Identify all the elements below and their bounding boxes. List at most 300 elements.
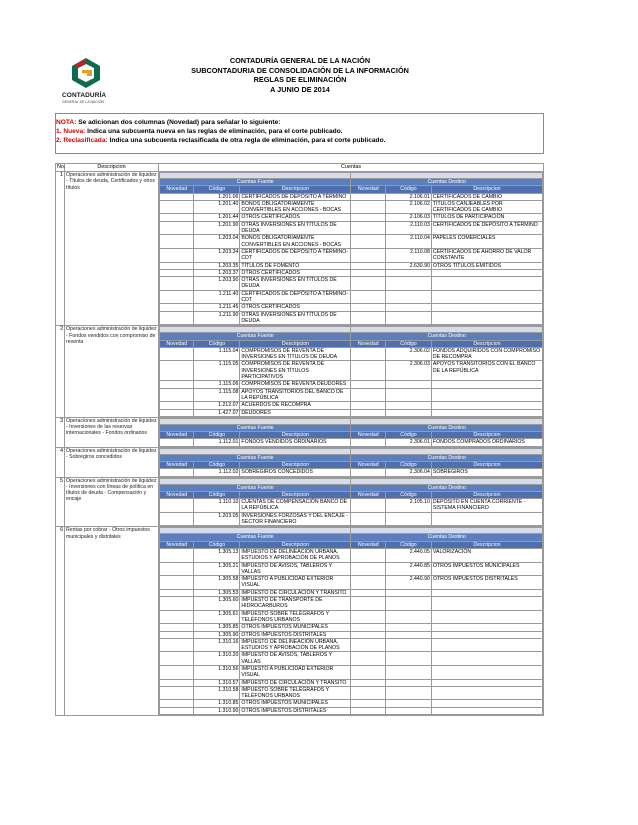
- fuente-code-cell: 1.201.44: [194, 214, 240, 221]
- novedad-destino-cell: [351, 361, 385, 381]
- destino-desc-cell: CERTIFICADOS DE AHORRO DE VALOR CONSTANTE: [431, 248, 542, 262]
- col-descripcion-fuente: Descripcion: [240, 461, 351, 468]
- fuente-desc-cell: IMPUESTO DE DELINEACIÓN URBANA, ESTUDIOS Y APROBACIÓN DE PLANOS: [240, 548, 351, 562]
- fuente-desc-cell: CERTIFICADOS DE DEPÓSITO A TÉRMINO-CDT: [240, 248, 351, 262]
- col-codigo-destino: Código: [385, 186, 431, 193]
- fuente-code-cell: 1.427.07: [194, 409, 240, 416]
- fuente-desc-cell: OTROS IMPUESTOS MUNICIPALES: [240, 624, 351, 631]
- fuente-desc-cell: BONOS OBLIGATORIAMENTE CONVERTIBLES EN ACCIONES - BOCAS: [240, 235, 351, 249]
- destino-code-cell: 2.306.02: [385, 347, 431, 361]
- destino-desc-cell: OTROS TÍTULOS EMITIDOS: [431, 262, 542, 269]
- novedad-fuente-cell: [160, 262, 194, 269]
- novedad-destino-cell: [351, 624, 385, 631]
- destino-desc-cell: FONDOS ADQUIRIDOS CON COMPROMISO DE RECOMPRA: [431, 347, 542, 361]
- col-novedad-fuente: Novedad: [160, 461, 194, 468]
- account-row: [160, 589, 543, 596]
- col-descripcion-fuente: Descripcion: [240, 340, 351, 347]
- note-text: Se adicionan dos columnas (Novedad) para señalar lo siguiente:: [76, 119, 281, 126]
- fuente-desc-cell: CERTIFICADOS DE DEPÓSITO A TÉRMINO: [240, 193, 351, 200]
- novedad-fuente-cell: [160, 235, 194, 249]
- destino-code-cell: [385, 686, 431, 700]
- fuente-desc-cell: IMPUESTO SOBRE TELÉGRAFOS Y TELÉFONOS URBANOS: [240, 686, 351, 700]
- col-descripcion-fuente: Descripcion: [240, 186, 351, 193]
- accounts-column-header-row: [160, 491, 543, 498]
- fuente-desc-cell: FONDOS VENDIDOS ORDINARIOS: [240, 439, 351, 446]
- cgn-logo-icon: [66, 56, 106, 90]
- header-cuentas: Cuentas: [159, 164, 544, 172]
- fuente-code-cell: 1.203.35: [194, 262, 240, 269]
- fuente-desc-cell: CERTIFICADOS DE DEPÓSITO A TÉRMINO-CDT: [240, 290, 351, 304]
- destino-code-cell: 2.440.90: [385, 576, 431, 590]
- accounts-table: [159, 418, 543, 447]
- destino-code-cell: 2.110.04: [385, 235, 431, 249]
- account-row: [160, 679, 543, 686]
- col-codigo-destino: Código: [385, 461, 431, 468]
- rule-accounts: [159, 447, 544, 477]
- fuente-desc-cell: IMPUESTO SOBRE TELÉGRAFOS Y TELÉFONOS URBANOS: [240, 610, 351, 624]
- fuente-desc-cell: ACUERDOS DE RECOMPRA: [240, 402, 351, 409]
- account-row: [160, 624, 543, 631]
- rule-description: Operaciones administración de liquidez - Títulos de deuda, Certificados y otros títulos: [65, 172, 159, 326]
- account-row: [160, 193, 543, 200]
- fuente-code-cell: 1.310.16: [194, 638, 240, 652]
- destino-desc-cell: FONDOS COMPRADOS ORDINARIOS: [431, 439, 542, 446]
- novedad-fuente-cell: [160, 469, 194, 476]
- fuente-desc-cell: OTRAS INVERSIONES EN TÍTULOS DE DEUDA: [240, 311, 351, 325]
- account-row: [160, 469, 543, 476]
- accounts-table: [159, 527, 543, 715]
- rule-accounts: [159, 417, 544, 447]
- header-line-2: SUBCONTADURIA DE CONSOLIDACIÓN DE LA INFORMACIÓN: [191, 65, 409, 75]
- novedad-fuente-cell: [160, 679, 194, 686]
- fuente-code-cell: 1.305.53: [194, 589, 240, 596]
- account-row: [160, 409, 543, 416]
- fuente-desc-cell: OTROS CERTIFICADOS: [240, 214, 351, 221]
- note-intro: [56, 118, 543, 127]
- logo-subtitle: GENERAL DE LA NACIÓN: [62, 100, 105, 104]
- col-descripcion-destino: Descripcion: [431, 186, 542, 193]
- account-row: [160, 402, 543, 409]
- fuente-code-cell: 1.112.01: [194, 439, 240, 446]
- novedad-destino-cell: [351, 221, 385, 235]
- novedad-destino-cell: [351, 700, 385, 707]
- novedad-fuente-cell: [160, 388, 194, 402]
- fuente-desc-cell: IMPUESTO DE AVISOS, TABLEROS Y VALLAS: [240, 652, 351, 666]
- fuente-code-cell: 1.305.21: [194, 562, 240, 576]
- rule-number: 5: [56, 477, 65, 527]
- novedad-fuente-cell: [160, 214, 194, 221]
- fuente-code-cell: 1.110.10: [194, 499, 240, 513]
- account-row: [160, 200, 543, 214]
- fuente-desc-cell: TÍTULOS DE FOMENTO: [240, 262, 351, 269]
- destino-desc-cell: CERTIFICADOS DE DEPÓSITO A TÉRMINO: [431, 221, 542, 235]
- cuentas-fuente-title: Cuentas Fuente: [160, 179, 351, 186]
- cuentas-destino-title: Cuentas Destino: [351, 179, 543, 186]
- fuente-code-cell: 1.310.56: [194, 666, 240, 680]
- novedad-destino-cell: [351, 381, 385, 388]
- destino-desc-cell: [431, 624, 542, 631]
- destino-desc-cell: [431, 388, 542, 402]
- novedad-fuente-cell: [160, 221, 194, 235]
- account-row: [160, 269, 543, 276]
- fuente-code-cell: 1.203.90: [194, 277, 240, 291]
- rule-group-row: [56, 417, 544, 447]
- fuente-code-cell: 1.115.04: [194, 347, 240, 361]
- novedad-fuente-cell: [160, 290, 194, 304]
- account-row: [160, 610, 543, 624]
- destino-desc-cell: [431, 290, 542, 304]
- destino-desc-cell: [431, 304, 542, 311]
- novedad-destino-cell: [351, 277, 385, 291]
- novedad-destino-cell: [351, 652, 385, 666]
- destino-code-cell: [385, 700, 431, 707]
- account-row: [160, 381, 543, 388]
- col-descripcion-fuente: Descripcion: [240, 491, 351, 498]
- fuente-code-cell: 1.115.06: [194, 381, 240, 388]
- rule-accounts: [159, 477, 544, 527]
- fuente-desc-cell: OTRAS INVERSIONES EN TÍTULOS DE DEUDA: [240, 277, 351, 291]
- novedad-fuente-cell: [160, 361, 194, 381]
- account-row: [160, 562, 543, 576]
- accounts-title-row: [160, 534, 543, 541]
- account-row: [160, 512, 543, 526]
- fuente-desc-cell: OTROS IMPUESTOS DISTRITALES: [240, 631, 351, 638]
- account-row: [160, 347, 543, 361]
- destino-desc-cell: CERTIFICADOS DE CAMBIO: [431, 193, 542, 200]
- destino-desc-cell: VALORIZACIÓN: [431, 548, 542, 562]
- fuente-code-cell: 1.211.40: [194, 290, 240, 304]
- novedad-destino-cell: [351, 304, 385, 311]
- fuente-desc-cell: IMPUESTO DE TRANSPORTE DE HIDROCARBUROS: [240, 597, 351, 611]
- novedad-fuente-cell: [160, 381, 194, 388]
- rule-accounts: [159, 172, 544, 326]
- col-codigo-fuente: Código: [194, 432, 240, 439]
- novedad-destino-cell: [351, 512, 385, 526]
- novedad-fuente-cell: [160, 402, 194, 409]
- cuentas-fuente-title: Cuentas Fuente: [160, 454, 351, 461]
- col-novedad-fuente: Novedad: [160, 432, 194, 439]
- col-codigo-fuente: Código: [194, 491, 240, 498]
- rule-description: Operaciones administración de liquidez - Sobregiros concedidos: [65, 447, 159, 477]
- fuente-code-cell: 1.115.08: [194, 388, 240, 402]
- destino-code-cell: [385, 589, 431, 596]
- cuentas-destino-title: Cuentas Destino: [351, 484, 543, 491]
- col-codigo-destino: Código: [385, 432, 431, 439]
- accounts-title-row: [160, 454, 543, 461]
- novedad-fuente-cell: [160, 562, 194, 576]
- destino-desc-cell: [431, 707, 542, 714]
- rule-description: Operaciones administración de liquidez - Inversiones con líneas de política en títulos de deuda - Compensación y encaje: [65, 477, 159, 527]
- cuentas-destino-title: Cuentas Destino: [351, 534, 543, 541]
- novedad-fuente-cell: [160, 597, 194, 611]
- destino-code-cell: [385, 631, 431, 638]
- fuente-desc-cell: OTRAS INVERSIONES EN TÍTULOS DE DEUDA: [240, 221, 351, 235]
- destino-desc-cell: [431, 679, 542, 686]
- destino-code-cell: [385, 304, 431, 311]
- fuente-code-cell: 1.211.45: [194, 304, 240, 311]
- col-descripcion-destino: Descripcion: [431, 541, 542, 548]
- rule-number: 1: [56, 172, 65, 326]
- cuentas-fuente-title: Cuentas Fuente: [160, 424, 351, 431]
- fuente-desc-cell: INVERSIONES FORZOSAS Y DEL ENCAJE - SECTOR FINANCIERO: [240, 512, 351, 526]
- account-row: [160, 388, 543, 402]
- novedad-fuente-cell: [160, 638, 194, 652]
- novedad-fuente-cell: [160, 304, 194, 311]
- destino-desc-cell: OTROS IMPUESTOS MUNICIPALES: [431, 562, 542, 576]
- novedad-fuente-cell: [160, 686, 194, 700]
- col-novedad-destino: Novedad: [351, 461, 385, 468]
- col-descripcion-destino: Descripcion: [431, 461, 542, 468]
- destino-code-cell: 2.106.03: [385, 214, 431, 221]
- destino-desc-cell: [431, 652, 542, 666]
- destino-desc-cell: [431, 686, 542, 700]
- destino-desc-cell: [431, 381, 542, 388]
- novedad-fuente-cell: [160, 652, 194, 666]
- header-line-1: CONTADURÍA GENERAL DE LA NACIÓN: [229, 56, 371, 65]
- rule-group-row: [56, 326, 544, 418]
- col-descripcion-destino: Descripcion: [431, 340, 542, 347]
- destino-code-cell: [385, 652, 431, 666]
- rule-group-row: [56, 527, 544, 716]
- col-novedad-destino: Novedad: [351, 491, 385, 498]
- note-item-1-text: Indica una subcuenta nueva en las reglas de eliminación, para el corte publicado.: [85, 128, 343, 135]
- novedad-destino-cell: [351, 499, 385, 513]
- fuente-code-cell: 1.115.05: [194, 361, 240, 381]
- fuente-desc-cell: CUENTAS DE COMPENSACIÓN BANCO DE LA REPÚBLICA: [240, 499, 351, 513]
- novedad-destino-cell: [351, 610, 385, 624]
- account-row: [160, 499, 543, 513]
- col-descripcion-destino: Descripcion: [431, 432, 542, 439]
- novedad-destino-cell: [351, 439, 385, 446]
- destino-desc-cell: DEPÓSITO EN CUENTA CORRIENTE - SISTEMA FINANCIERO: [431, 499, 542, 513]
- novedad-fuente-cell: [160, 610, 194, 624]
- fuente-desc-cell: OTROS IMPUESTOS DISTRITALES: [240, 707, 351, 714]
- fuente-code-cell: 1.201.06: [194, 193, 240, 200]
- account-row: [160, 235, 543, 249]
- note-item-2: [56, 136, 543, 145]
- fuente-desc-cell: IMPUESTO DE CIRCULACIÓN Y TRANSITO: [240, 679, 351, 686]
- fuente-desc-cell: COMPROMISOS DE REVENTA DEUDORES: [240, 381, 351, 388]
- accounts-title-row: [160, 179, 543, 186]
- novedad-fuente-cell: [160, 439, 194, 446]
- fuente-desc-cell: IMPUESTO A PUBLICIDAD EXTERIOR VISUAL: [240, 666, 351, 680]
- cuentas-destino-title: Cuentas Destino: [351, 454, 543, 461]
- fuente-code-cell: 1.203.34: [194, 248, 240, 262]
- destino-code-cell: [385, 679, 431, 686]
- novedad-fuente-cell: [160, 277, 194, 291]
- note-item-1: [56, 127, 543, 136]
- cuentas-fuente-title: Cuentas Fuente: [160, 333, 351, 340]
- rule-number: 3: [56, 417, 65, 447]
- fuente-code-cell: 1.310.90: [194, 707, 240, 714]
- destino-desc-cell: [431, 277, 542, 291]
- fuente-code-cell: 1.305.58: [194, 576, 240, 590]
- col-novedad-fuente: Novedad: [160, 186, 194, 193]
- destino-code-cell: [385, 512, 431, 526]
- col-novedad-destino: Novedad: [351, 340, 385, 347]
- novedad-destino-cell: [351, 248, 385, 262]
- col-codigo-fuente: Código: [194, 541, 240, 548]
- destino-code-cell: [385, 638, 431, 652]
- novedad-destino-cell: [351, 214, 385, 221]
- novedad-destino-cell: [351, 402, 385, 409]
- account-row: [160, 221, 543, 235]
- col-codigo-fuente: Código: [194, 340, 240, 347]
- fuente-code-cell: 1.212.07: [194, 402, 240, 409]
- novedad-fuente-cell: [160, 589, 194, 596]
- col-novedad-fuente: Novedad: [160, 340, 194, 347]
- novedad-destino-cell: [351, 409, 385, 416]
- fuente-code-cell: 1.305.90: [194, 631, 240, 638]
- col-novedad-destino: Novedad: [351, 186, 385, 193]
- novedad-fuente-cell: [160, 700, 194, 707]
- fuente-code-cell: 1.305.13: [194, 548, 240, 562]
- rule-description: Operaciones administración de liquidez - Fondos vendidos con compromiso de reventa: [65, 326, 159, 418]
- novedad-destino-cell: [351, 262, 385, 269]
- novedad-destino-cell: [351, 679, 385, 686]
- accounts-table: [159, 326, 543, 417]
- account-row: [160, 439, 543, 446]
- destino-code-cell: [385, 381, 431, 388]
- destino-desc-cell: PAPELES COMERCIALES: [431, 235, 542, 249]
- destino-code-cell: [385, 277, 431, 291]
- logo-name: CONTADURÍA: [62, 92, 107, 99]
- rule-accounts: [159, 326, 544, 418]
- novedad-destino-cell: [351, 666, 385, 680]
- accounts-column-header-row: [160, 432, 543, 439]
- fuente-code-cell: 1.203.04: [194, 235, 240, 249]
- destino-code-cell: [385, 311, 431, 325]
- fuente-desc-cell: SOBREGIROS CONCEDIDOS: [240, 469, 351, 476]
- col-codigo-destino: Código: [385, 491, 431, 498]
- destino-code-cell: [385, 290, 431, 304]
- fuente-code-cell: 1.310.20: [194, 652, 240, 666]
- col-codigo-destino: Código: [385, 340, 431, 347]
- fuente-desc-cell: COMPROMISOS DE REVENTA DE INVERSIONES EN TÍTULOS DE DEUDA: [240, 347, 351, 361]
- account-row: [160, 548, 543, 562]
- col-codigo-destino: Código: [385, 541, 431, 548]
- destino-code-cell: [385, 597, 431, 611]
- destino-desc-cell: TÍTULOS DE PARTICIPACIÓN: [431, 214, 542, 221]
- novedad-fuente-cell: [160, 269, 194, 276]
- rules-table: [55, 163, 544, 716]
- fuente-desc-cell: OTROS IMPUESTOS MUNICIPALES: [240, 700, 351, 707]
- destino-code-cell: 2.440.85: [385, 562, 431, 576]
- col-descripcion-destino: Descripcion: [431, 491, 542, 498]
- novedad-fuente-cell: [160, 200, 194, 214]
- fuente-code-cell: 1.310.85: [194, 700, 240, 707]
- note-item-1-label: 1. Nueva:: [56, 128, 86, 135]
- novedad-destino-cell: [351, 469, 385, 476]
- fuente-code-cell: 1.211.90: [194, 311, 240, 325]
- accounts-title-row: [160, 424, 543, 431]
- cgn-logo: [62, 56, 122, 106]
- novedad-fuente-cell: [160, 707, 194, 714]
- fuente-code-cell: 1.305.60: [194, 597, 240, 611]
- cuentas-destino-title: Cuentas Destino: [351, 333, 543, 340]
- destino-code-cell: 2.105.10: [385, 499, 431, 513]
- novedad-fuente-cell: [160, 409, 194, 416]
- fuente-desc-cell: OTROS CERTIFICADOS: [240, 304, 351, 311]
- novedad-fuente-cell: [160, 548, 194, 562]
- fuente-desc-cell: OTROS CERTIFICADOS: [240, 269, 351, 276]
- destino-code-cell: 2.110.08: [385, 248, 431, 262]
- account-row: [160, 361, 543, 381]
- fuente-code-cell: 1.201.40: [194, 200, 240, 214]
- destino-desc-cell: [431, 409, 542, 416]
- destino-code-cell: [385, 707, 431, 714]
- destino-desc-cell: [431, 631, 542, 638]
- accounts-table: [159, 448, 543, 477]
- cuentas-destino-title: Cuentas Destino: [351, 424, 543, 431]
- header-no: No.: [57, 164, 66, 170]
- account-row: [160, 214, 543, 221]
- novedad-destino-cell: [351, 388, 385, 402]
- novedad-destino-cell: [351, 347, 385, 361]
- novedad-destino-cell: [351, 548, 385, 562]
- fuente-desc-cell: DEUDORES: [240, 409, 351, 416]
- destino-code-cell: 2.110.03: [385, 221, 431, 235]
- header-descripcion: Descripcion: [65, 164, 159, 172]
- account-row: [160, 652, 543, 666]
- account-row: [160, 631, 543, 638]
- fuente-code-cell: 1.112.02: [194, 469, 240, 476]
- account-row: [160, 597, 543, 611]
- destino-code-cell: 2.630.90: [385, 262, 431, 269]
- note-item-2-label: 2. Reclasificada:: [56, 137, 108, 144]
- accounts-title-row: [160, 484, 543, 491]
- novedad-destino-cell: [351, 562, 385, 576]
- novedad-fuente-cell: [160, 512, 194, 526]
- fuente-desc-cell: IMPUESTO DE DELINEACIÓN URBANA, ESTUDIOS Y APROBACIÓN DE PLANOS: [240, 638, 351, 652]
- destino-code-cell: 2.106.02: [385, 200, 431, 214]
- novedad-destino-cell: [351, 686, 385, 700]
- fuente-desc-cell: BONOS OBLIGATORIAMENTE CONVERTIBLES EN ACCIONES - BOCAS: [240, 200, 351, 214]
- destino-desc-cell: [431, 700, 542, 707]
- fuente-code-cell: 1.203.37: [194, 269, 240, 276]
- novedad-destino-cell: [351, 269, 385, 276]
- accounts-column-header-row: [160, 541, 543, 548]
- header-line-3: REGLAS DE ELIMINACIÓN: [253, 75, 347, 85]
- rule-number: 4: [56, 447, 65, 477]
- fuente-code-cell: 1.310.58: [194, 686, 240, 700]
- novedad-fuente-cell: [160, 499, 194, 513]
- account-row: [160, 311, 543, 325]
- destino-code-cell: 2.440.05: [385, 548, 431, 562]
- rule-description: Rentas por cobrar - Otros impuestos municipales y distritales: [65, 527, 159, 716]
- account-row: [160, 277, 543, 291]
- destino-code-cell: [385, 624, 431, 631]
- destino-desc-cell: [431, 597, 542, 611]
- accounts-table: [159, 172, 543, 325]
- novedad-destino-cell: [351, 290, 385, 304]
- account-row: [160, 290, 543, 304]
- accounts-title-row: [160, 333, 543, 340]
- destino-desc-cell: [431, 638, 542, 652]
- destino-desc-cell: [431, 610, 542, 624]
- account-row: [160, 686, 543, 700]
- rule-group-row: [56, 477, 544, 527]
- account-row: [160, 262, 543, 269]
- novedad-destino-cell: [351, 576, 385, 590]
- destino-desc-cell: [431, 311, 542, 325]
- destino-code-cell: 2.306.03: [385, 361, 431, 381]
- destino-code-cell: [385, 409, 431, 416]
- col-descripcion-fuente: Descripcion: [240, 541, 351, 548]
- col-codigo-fuente: Código: [194, 461, 240, 468]
- fuente-desc-cell: IMPUESTO DE CIRCULACIÓN Y TRANSITO: [240, 589, 351, 596]
- destino-code-cell: [385, 388, 431, 402]
